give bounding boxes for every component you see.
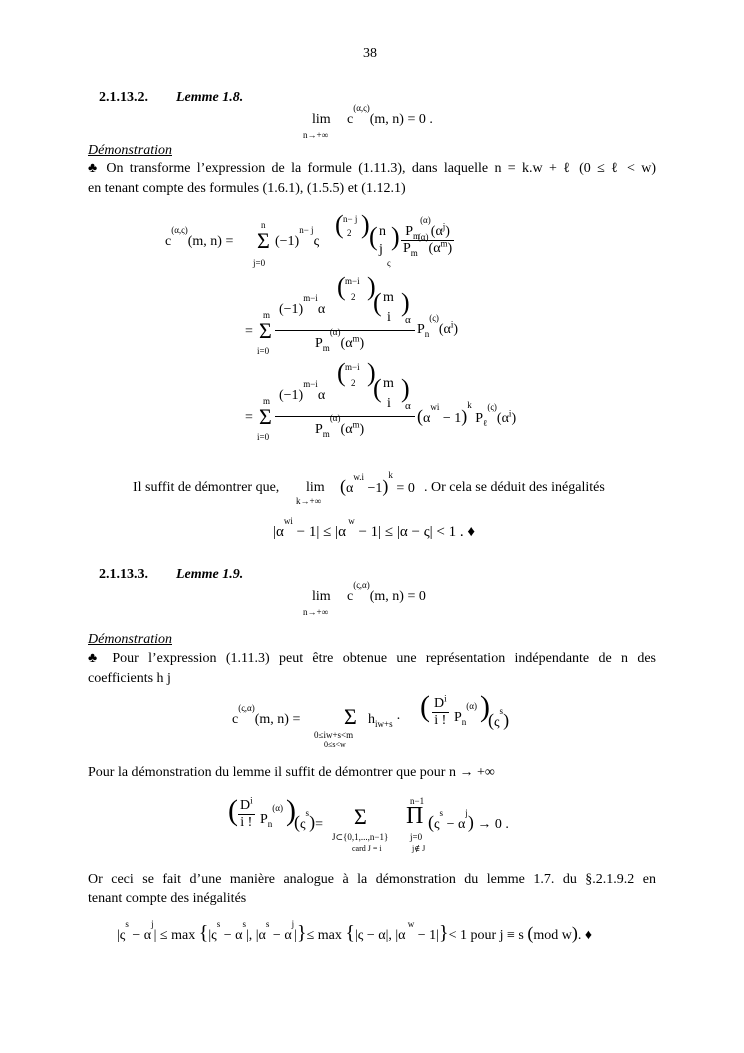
inequality: $|\varsigma^s - \alpha^j| \le \max \{|\varsigma^s - \alpha^s|$, $|\alpha^s - \alpha^j|\}\le \max \{|\varsigma - \alpha|$, |α $^w$ − 1|}< 1 pour j ≡ s (mod w). ♦ xyxy=(117,919,593,944)
equation: ( $\frac{D^i}{i !}$ $P_n^{(\alpha)}$ ) $(\varsigma^s)=$ Σ J⊂{0,1,...,n−1} card J = i n−1 Π j=0 j∉ J $(\varsigma^s - \alpha^j) \to 0$ . xyxy=(228,794,509,853)
paragraph: tenant compte des inégalités xyxy=(88,891,247,906)
paragraph: ♣ Pour l’expression (1.11.3) peut être obtenue une représentation indépendante de n des xyxy=(88,651,656,666)
page-number: 38 xyxy=(363,46,377,61)
equation-line: $c^{(\alpha,\varsigma)}(m$, n) = n Σ j=0 $(-1)^{n- j}\varsigma$ ( n− j 2 ) ( n j ) ς $\frac{P_m^{(\alpha)}(\alpha^j)}{P_m^{(\alpha)}(\alpha^m)}$ xyxy=(165,210,453,268)
paragraph: Il suffit de démontrer que, xyxy=(133,480,280,495)
lemma-statement: lim n→+∞ $c^{(\alpha,\varsigma)}(m$, n) = 0 . xyxy=(303,103,433,140)
paragraph: en tenant compte des formules (1.6.1), (1.5.5) et (1.12.1) xyxy=(88,181,406,196)
inline-equation: lim k→+∞ $(\alpha^{w.i} -1)^k = 0$ xyxy=(296,470,415,506)
paragraph: ♣ On transforme l’expression de la formule (1.11.3), dans laquelle n = k.w + ℓ (0 ≤ ℓ < w) xyxy=(88,161,656,176)
lemma-title: Lemme 1.9. xyxy=(176,567,244,582)
paragraph: . Or cela se déduit des inégalités xyxy=(424,480,605,495)
demonstration-label: Démonstration xyxy=(88,143,172,158)
section-number: 2.1.13.2. xyxy=(99,90,148,105)
section-number: 2.1.13.3. xyxy=(99,567,148,582)
paragraph: Pour la démonstration du lemme il suffit de démontrer que pour n → +∞ xyxy=(88,765,495,780)
paragraph: Or ceci se fait d’une manière analogue à la démonstration du lemme 1.7. du §.2.1.9.2 en xyxy=(88,872,656,887)
paragraph: coefficients h j xyxy=(88,671,171,686)
demonstration-label: Démonstration xyxy=(88,632,172,647)
inequality: $|\alpha^{wi} - 1| \le |\alpha$ $^w$ − 1| ≤ |α − ς| < 1 . ♦ xyxy=(273,516,476,540)
equation-line: = m Σ i=0 $(-1)^{m-i}\alpha$ ( m−i 2 ) ( m i ) α $P_m^{(\alpha)}(\alpha^m)$ $P_n^{(\varsigma)}(\alpha^i)$ xyxy=(245,272,459,356)
lemma-statement: lim n→+∞ $c^{(\varsigma,\alpha)}(m$, n) = 0 xyxy=(303,580,426,617)
equation-line: = m Σ i=0 $(-1)^{m-i}\alpha$ ( m−i 2 ) ( m i ) α $P_m^{(\alpha)}(\alpha^m)$ $(\alpha^{wi} - 1)^k$ $P_\ell^{(\varsigma)}(\alpha^i)$ xyxy=(245,358,517,442)
equation: $c^{(\varsigma,\alpha)}(m$, n) = Σ 0≤iw+s<m 0≤s<w $h_{iw+s}$ · ( $\frac{D^i}{i !}$ $P_n^{(\alpha)}$ ) $(\varsigma^s)$ xyxy=(232,690,510,749)
lemma-title: Lemme 1.8. xyxy=(176,90,244,105)
